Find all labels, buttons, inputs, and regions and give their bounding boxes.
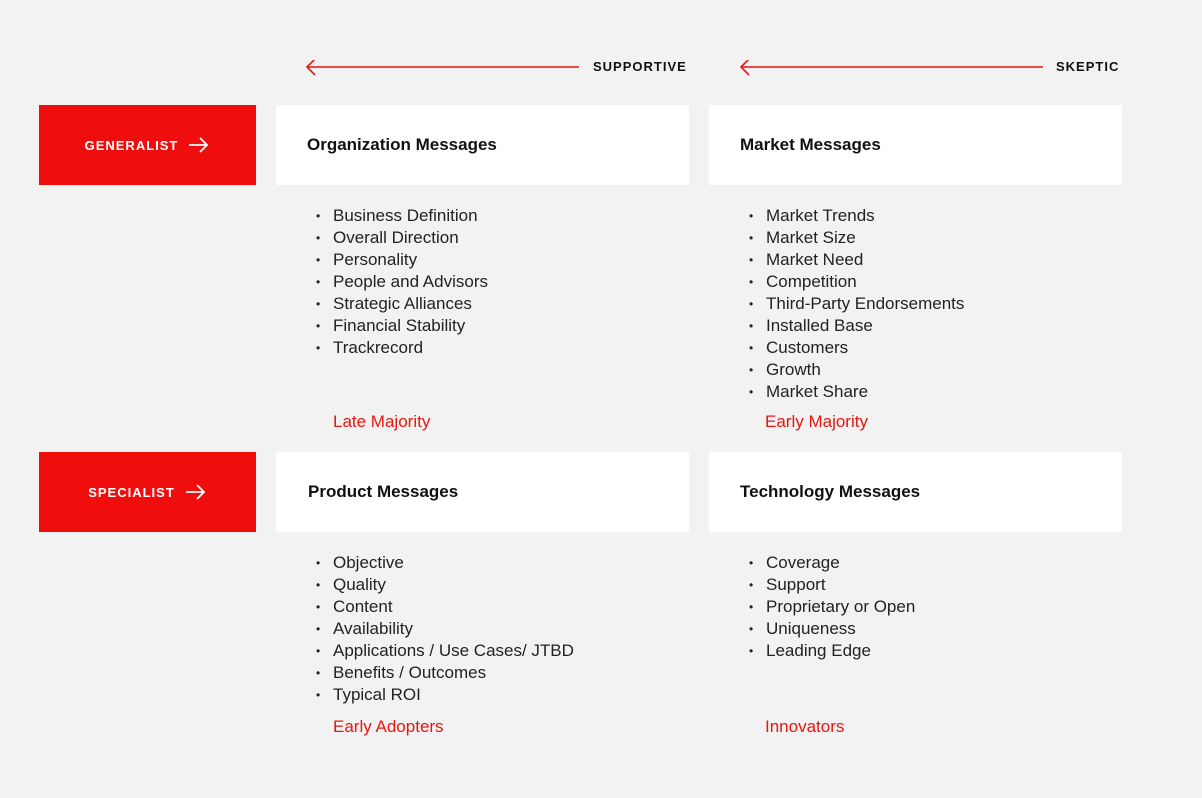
late-majority-label: Late Majority: [333, 412, 431, 431]
list-item: • Personality: [316, 249, 488, 271]
list-item: • Trackrecord: [316, 337, 488, 359]
list-item: • Market Share: [749, 381, 964, 403]
skeptic-axis-arrow: [737, 60, 1047, 80]
list-item: • Uniqueness: [749, 618, 915, 640]
list-item: • Quality: [316, 574, 574, 596]
list-item: • Business Definition: [316, 205, 488, 227]
arrow-right-icon: [185, 484, 207, 500]
technology-messages-list: [749, 552, 915, 662]
specialist-row-label: [39, 452, 256, 532]
list-item: • Objective: [316, 552, 574, 574]
generalist-label-text: GENERALIST: [84, 137, 179, 153]
list-item: • Growth: [749, 359, 964, 381]
list-item: • Overall Direction: [316, 227, 488, 249]
list-item: • Installed Base: [749, 315, 964, 337]
technology-messages-header: Technology Messages: [709, 452, 1122, 532]
list-item: • People and Advisors: [316, 271, 488, 293]
list-item: • Leading Edge: [749, 640, 915, 662]
skeptic-label: SKEPTIC: [1056, 59, 1120, 74]
innovators-label: Innovators: [765, 717, 845, 736]
list-item: • Strategic Alliances: [316, 293, 488, 315]
arrow-right-icon: [188, 137, 210, 153]
list-item: • Financial Stability: [316, 315, 488, 337]
product-messages-header: Product Messages: [276, 452, 689, 532]
arrow-left-icon: [737, 60, 1047, 80]
list-item: • Coverage: [749, 552, 915, 574]
list-item: • Proprietary or Open: [749, 596, 915, 618]
organization-messages-list: [316, 205, 488, 359]
organization-messages-header: Organization Messages: [276, 105, 689, 185]
list-item: • Competition: [749, 271, 964, 293]
list-item: • Typical ROI: [316, 684, 574, 706]
early-majority-label: Early Majority: [765, 412, 868, 431]
market-messages-header: Market Messages: [709, 105, 1122, 185]
list-item: • Content: [316, 596, 574, 618]
list-item: • Market Size: [749, 227, 964, 249]
market-messages-list: [749, 205, 964, 403]
product-messages-list: [316, 552, 574, 706]
list-item: • Availability: [316, 618, 574, 640]
list-item: • Market Trends: [749, 205, 964, 227]
supportive-axis-arrow: [303, 60, 583, 80]
specialist-label-text: SPECIALIST: [88, 484, 175, 500]
list-item: • Customers: [749, 337, 964, 359]
list-item: • Applications / Use Cases/ JTBD: [316, 640, 574, 662]
arrow-left-icon: [303, 60, 583, 80]
supportive-label: SUPPORTIVE: [593, 59, 687, 74]
list-item: • Third-Party Endorsements: [749, 293, 964, 315]
list-item: • Benefits / Outcomes: [316, 662, 574, 684]
list-item: • Support: [749, 574, 915, 596]
early-adopters-label: Early Adopters: [333, 717, 444, 736]
generalist-row-label: [39, 105, 256, 185]
list-item: • Market Need: [749, 249, 964, 271]
